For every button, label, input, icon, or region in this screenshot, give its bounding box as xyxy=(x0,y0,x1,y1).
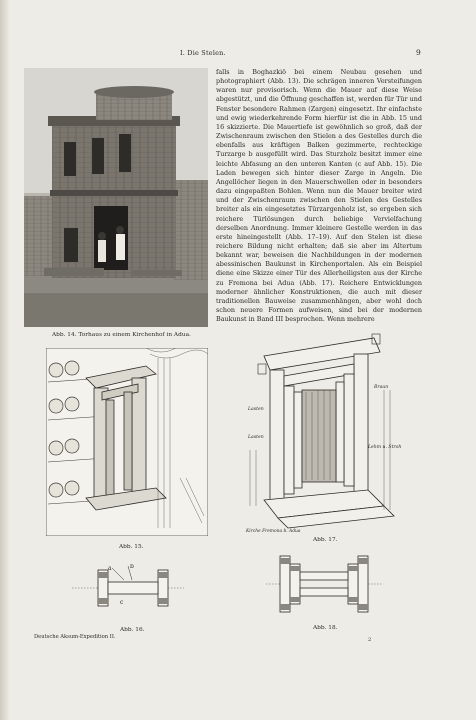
fig17-annotation-right-top: Braun xyxy=(374,385,389,390)
fig14-caption: Abb. 14. Torhaus zu einem Kirchenhof in Adua. xyxy=(52,332,191,338)
footer-publication: Deutsche Aksum-Expedition II. xyxy=(34,634,116,640)
fig16-label-c: c xyxy=(120,599,124,606)
fig15-caption: Abb. 15. xyxy=(119,544,144,550)
page-number: 9 xyxy=(416,48,421,57)
fig17-caption: Abb. 17. xyxy=(313,537,338,543)
fig17-annotation-left-bottom: Lasten xyxy=(248,435,264,440)
fig16-plan xyxy=(72,564,184,616)
footer-signature: 2 xyxy=(368,637,372,643)
fig17-annotation-right-mid: Lehm u. Stroh xyxy=(368,445,402,450)
fig17-annotation-bottom: Kirche Fremona b. Adua xyxy=(246,529,301,534)
fig17-drawing xyxy=(244,330,404,538)
fig18-caption: Abb. 18. xyxy=(313,625,338,631)
fig18-plan xyxy=(266,554,382,620)
running-title: I. Die Stelen. xyxy=(180,49,226,57)
fig16-label-b: b xyxy=(130,564,134,570)
fig17-annotation-left-top: Lasten xyxy=(248,407,264,412)
page-edge-shadow xyxy=(0,0,10,720)
fig16-caption: Abb. 16. xyxy=(120,627,145,633)
fig14-photo xyxy=(24,68,208,327)
body-text-column xyxy=(216,68,422,324)
body-paragraph: falls in Boghazkiö bei einem Neubau gesehen und photographiert (Abb. 13). Die schrägen inneren Versteifungen waren nur provisorisch. Wenn die Mauer auf diese Weise abgestützt, und die Öffnung geschaffen ist, werden für Tür und Fenster besondere Rahmen (Zargen) eingesetzt. Ihr einfachste und ewig wiederkehrende Form hierfür ist die in Abb. 15 und 16 skizzierte. Die Mauertiefe ist gewöhnlich so groß, daß der Zwischenraum zwischen den Stielen a des Gestelles durch die ebenfalls aus kräftigen Balken gezimmerte, rechteckige Turzarge b ausgefüllt wird. Das Sturzholz besitzt immer eine leichte Abfasung an den unteren Kanten (c auf Abb. 15). Die Laden bewegen sich hinter dieser Zarge in Angeln. Die Angellöcher liegen in den Mauerschwellen oder in besonders dazu eingepaßten Bohlen. Wenn nun die Mauer breiter wird und der Zwischenraum zwischen den Stielen des Gestelles breiter als ein eingesetztes Türzargenholz ist, so ergeben sich reichere Türlösungen durch beliebige Vervielfachung derselben Anordnung. Immer kleinere Gestelle werden in das erste hineingestellt (Abb. 17–19). Auf den Stelen ist diese reichere Bildung nicht erhalten; daß sie aber im Altertum bekannt war, beweisen die Nachbildungen in der modernen abessinischen Baukunst in Kirchenportalen. Als ein Beispiel diene eine Skizze einer Tür des Allerheiligsten aus der Kirche zu Fremona bei Adua (Abb. 17). Reichere Entwicklungen moderner ähnlicher Konstruktionen, die auch mit dieser traditionellen Bauweise zusammenhängen, aber wohl doch schon neuere Formen aufweisen, sind bei der modernen Baukunst in Band III besprochen. Wenn mehrere xyxy=(216,68,422,324)
fig15-drawing xyxy=(46,348,208,540)
fig16-label-a: a xyxy=(108,565,112,572)
